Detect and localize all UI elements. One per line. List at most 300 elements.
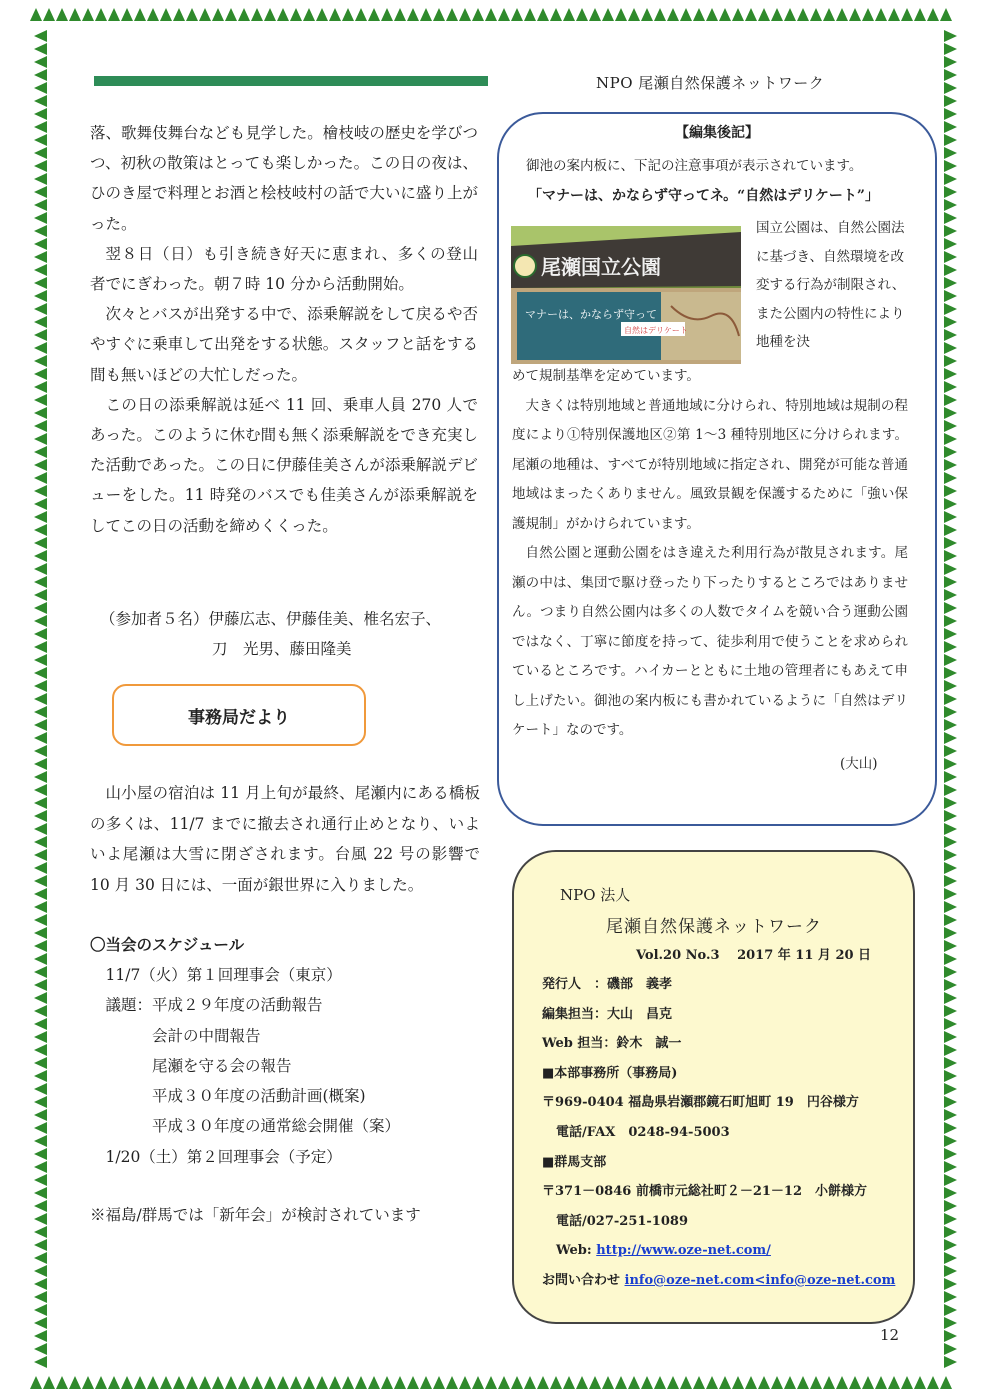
tree-icon xyxy=(944,420,957,432)
tree-icon xyxy=(34,459,47,471)
tree-icon xyxy=(810,1376,822,1389)
tree-icon xyxy=(34,771,47,783)
tree-icon xyxy=(34,615,47,627)
tree-icon xyxy=(944,1343,957,1355)
tree-icon xyxy=(944,992,957,1004)
tree-icon xyxy=(34,1031,47,1043)
tree-icon xyxy=(34,264,47,276)
info-gunma-phone: 電話/027-251-1089 xyxy=(556,1213,688,1229)
tree-icon xyxy=(944,537,957,549)
tree-icon xyxy=(944,498,957,510)
tree-icon xyxy=(34,238,47,250)
tree-icon xyxy=(34,1096,47,1108)
tree-icon xyxy=(944,160,957,172)
jimu-heading-box xyxy=(112,684,366,746)
tree-icon xyxy=(758,1376,770,1389)
schedule-item: 1/20（土）第２回理事会（予定） xyxy=(90,1147,342,1166)
tree-icon xyxy=(944,56,957,68)
tree-icon xyxy=(34,901,47,913)
tree-icon xyxy=(277,1376,289,1389)
tree-icon xyxy=(944,1304,957,1316)
tree-icon xyxy=(34,992,47,1004)
tree-icon xyxy=(34,849,47,861)
tree-icon xyxy=(34,966,47,978)
tree-icon xyxy=(108,1376,120,1389)
tree-icon xyxy=(524,8,536,21)
sign-tag-text: 自然はデリケート xyxy=(624,326,688,335)
tree-icon xyxy=(34,420,47,432)
tree-icon xyxy=(34,95,47,107)
tree-icon xyxy=(34,225,47,237)
tree-icon xyxy=(944,1135,957,1147)
tree-icon xyxy=(34,1018,47,1030)
tree-icon xyxy=(407,1376,419,1389)
tree-icon xyxy=(34,173,47,185)
info-hq-address: 〒969-0404 福島県岩瀬郡鏡石町旭町 19 円谷様方 xyxy=(542,1095,859,1111)
tree-icon xyxy=(34,446,47,458)
tree-icon xyxy=(173,1376,185,1389)
tree-icon xyxy=(34,485,47,497)
tree-icon xyxy=(34,1304,47,1316)
info-hq-title: ■本部事務所（事務局) xyxy=(542,1065,678,1081)
tree-icon xyxy=(944,1070,957,1082)
tree-icon xyxy=(498,8,510,21)
tree-icon xyxy=(944,875,957,887)
schedule-list xyxy=(90,960,490,1172)
tree-icon xyxy=(944,1057,957,1069)
header-green-bar xyxy=(94,76,488,86)
jimu-heading: 事務局だより xyxy=(188,707,290,728)
tree-icon xyxy=(342,1376,354,1389)
tree-icon xyxy=(654,8,666,21)
info-editor: 編集担当：大山 昌克 xyxy=(542,1006,673,1022)
tree-icon xyxy=(34,888,47,900)
tree-icon xyxy=(34,1265,47,1277)
tree-icon xyxy=(34,953,47,965)
tree-icon xyxy=(944,212,957,224)
tree-icon xyxy=(944,667,957,679)
tree-icon xyxy=(944,238,957,250)
tree-icon xyxy=(34,1161,47,1173)
tree-icon xyxy=(34,524,47,536)
tree-icon xyxy=(251,8,263,21)
tree-icon xyxy=(944,1213,957,1225)
tree-icon xyxy=(34,251,47,263)
tree-icon xyxy=(944,628,957,640)
tree-icon xyxy=(944,173,957,185)
tree-icon xyxy=(34,290,47,302)
tree-icon xyxy=(888,1376,900,1389)
tree-icon xyxy=(303,1376,315,1389)
tree-icon xyxy=(368,1376,380,1389)
tree-icon xyxy=(823,8,835,21)
tree-icon xyxy=(134,8,146,21)
tree-icon xyxy=(329,1376,341,1389)
tree-icon xyxy=(121,8,133,21)
tree-icon xyxy=(264,8,276,21)
tree-icon xyxy=(433,8,445,21)
tree-icon xyxy=(944,1317,957,1329)
tree-icon xyxy=(537,8,549,21)
tree-icon xyxy=(944,589,957,601)
tree-icon xyxy=(615,8,627,21)
tree-icon xyxy=(34,810,47,822)
tree-icon xyxy=(34,667,47,679)
tree-icon xyxy=(615,1376,627,1389)
tree-icon xyxy=(34,43,47,55)
tree-icon xyxy=(290,8,302,21)
tree-icon xyxy=(944,550,957,562)
tree-icon xyxy=(34,732,47,744)
tree-icon xyxy=(34,979,47,991)
tree-icon xyxy=(381,8,393,21)
tree-icon xyxy=(186,1376,198,1389)
editor-body xyxy=(512,362,908,746)
tree-icon xyxy=(944,1096,957,1108)
tree-icon xyxy=(944,1330,957,1342)
tree-icon xyxy=(34,1330,47,1342)
schedule-item: 議題：平成２９年度の活動報告 xyxy=(90,996,323,1015)
tree-icon xyxy=(944,771,957,783)
tree-icon xyxy=(69,1376,81,1389)
tree-icon xyxy=(160,1376,172,1389)
tree-icon xyxy=(43,1376,55,1389)
tree-icon xyxy=(944,1278,957,1290)
tree-icon xyxy=(34,576,47,588)
tree-icon xyxy=(944,251,957,263)
tree-icon xyxy=(34,719,47,731)
tree-icon xyxy=(34,342,47,354)
tree-icon xyxy=(34,589,47,601)
editor-paragraph: 大きくは特別地域と普通地域に分けられ、特別地域は規制の程度により①特別保護地区②第 1～3 種特別地区に分けられます。尾瀬の地種は、すべてが特別地域に指定され、開発が可能な普通地域はまったくありません。風致景観を保護するために「強い保護規制」がかけられています。 xyxy=(512,397,908,532)
tree-icon xyxy=(550,8,562,21)
tree-icon xyxy=(944,849,957,861)
jimu-paragraph-text: 山小屋の宿泊は 11 月上旬が最終、尾瀬内にある橋板の多くは、11/7 までに撤去され通行止めとなり、いよいよ尾瀬は大雪に閉ざされます。台風 22 号の影響で 10 月 30 日には、一面が銀世界に入りました。 xyxy=(90,784,480,894)
tree-icon xyxy=(316,1376,328,1389)
tree-icon xyxy=(927,1376,939,1389)
tree-icon xyxy=(944,511,957,523)
tree-icon xyxy=(69,8,81,21)
tree-icon xyxy=(472,8,484,21)
tree-icon xyxy=(944,1252,957,1264)
tree-icon xyxy=(944,95,957,107)
tree-icon xyxy=(944,342,957,354)
tree-icon xyxy=(944,407,957,419)
tree-icon xyxy=(944,979,957,991)
tree-icon xyxy=(290,1376,302,1389)
tree-icon xyxy=(34,836,47,848)
tree-icon xyxy=(641,1376,653,1389)
tree-icon xyxy=(944,901,957,913)
tree-icon xyxy=(212,8,224,21)
tree-icon xyxy=(944,654,957,666)
top-tree-border xyxy=(30,8,960,24)
jimu-paragraph xyxy=(90,778,480,900)
tree-icon xyxy=(944,563,957,575)
tree-icon xyxy=(34,940,47,952)
tree-icon xyxy=(944,264,957,276)
tree-icon xyxy=(944,862,957,874)
tree-icon xyxy=(225,1376,237,1389)
tree-icon xyxy=(944,1018,957,1030)
tree-icon xyxy=(944,719,957,731)
tree-icon xyxy=(368,8,380,21)
tree-icon xyxy=(944,108,957,120)
tree-icon xyxy=(34,1317,47,1329)
tree-icon xyxy=(420,8,432,21)
schedule-title: 〇当会のスケジュール xyxy=(90,935,245,954)
tree-icon xyxy=(34,199,47,211)
participants xyxy=(100,604,480,664)
tree-icon xyxy=(394,1376,406,1389)
tree-icon xyxy=(576,1376,588,1389)
tree-icon xyxy=(34,758,47,770)
tree-icon xyxy=(944,82,957,94)
tree-icon xyxy=(30,1376,42,1389)
tree-icon xyxy=(56,8,68,21)
tree-icon xyxy=(944,1265,957,1277)
tree-icon xyxy=(944,433,957,445)
tree-icon xyxy=(667,1376,679,1389)
tree-icon xyxy=(944,797,957,809)
info-publisher: 発行人 ：磯部 義孝 xyxy=(542,977,673,992)
tree-icon xyxy=(944,199,957,211)
tree-icon xyxy=(43,8,55,21)
tree-icon xyxy=(944,381,957,393)
tree-icon xyxy=(34,1252,47,1264)
tree-icon xyxy=(944,368,957,380)
tree-icon xyxy=(771,1376,783,1389)
tree-icon xyxy=(667,8,679,21)
tree-icon xyxy=(944,186,957,198)
tree-icon xyxy=(944,758,957,770)
tree-icon xyxy=(34,797,47,809)
tree-icon xyxy=(34,355,47,367)
tree-icon xyxy=(34,407,47,419)
tree-icon xyxy=(944,1148,957,1160)
schedule-item: 平成３０年度の通常総会開催（案） xyxy=(90,1117,401,1136)
tree-icon xyxy=(459,8,471,21)
info-hq-phone: 電話/FAX 0248-94-5003 xyxy=(556,1124,730,1140)
tree-icon xyxy=(589,8,601,21)
page-number: 12 xyxy=(880,1326,900,1344)
tree-icon xyxy=(944,1109,957,1121)
participants-line: （参加者５名）伊藤広志、伊藤佳美、椎名宏子、 xyxy=(100,610,442,628)
tree-icon xyxy=(303,8,315,21)
tree-icon xyxy=(34,147,47,159)
tree-icon xyxy=(944,459,957,471)
schedule-item: 平成３０年度の活動計画(概案) xyxy=(90,1087,366,1106)
tree-icon xyxy=(944,927,957,939)
schedule-item: 11/7（火）第１回理事会（東京） xyxy=(90,966,342,984)
tree-icon xyxy=(944,290,957,302)
tree-icon xyxy=(944,732,957,744)
contact-email-link[interactable]: info@oze-net.com<info@oze-net.com xyxy=(624,1272,896,1288)
tree-icon xyxy=(34,433,47,445)
tree-icon xyxy=(34,160,47,172)
tree-icon xyxy=(944,914,957,926)
tree-icon xyxy=(944,680,957,692)
tree-icon xyxy=(944,1122,957,1134)
tree-icon xyxy=(875,8,887,21)
tree-icon xyxy=(576,8,588,21)
tree-icon xyxy=(628,1376,640,1389)
tree-icon xyxy=(34,316,47,328)
tree-icon xyxy=(914,8,926,21)
tree-icon xyxy=(862,8,874,21)
tree-icon xyxy=(108,8,120,21)
tree-icon xyxy=(944,1200,957,1212)
website-link[interactable]: http://www.oze-net.com/ xyxy=(596,1243,771,1259)
tree-icon xyxy=(944,810,957,822)
tree-icon xyxy=(944,836,957,848)
tree-icon xyxy=(34,69,47,81)
tree-icon xyxy=(381,1376,393,1389)
tree-icon xyxy=(459,1376,471,1389)
tree-icon xyxy=(940,1376,952,1389)
editor-lead: 御池の案内板に、下記の注意事項が表示されています。 xyxy=(526,158,863,174)
tree-icon xyxy=(944,615,957,627)
tree-icon xyxy=(34,329,47,341)
tree-icon xyxy=(34,654,47,666)
tree-icon xyxy=(823,1376,835,1389)
info-web-line xyxy=(542,1236,902,1266)
tree-icon xyxy=(34,1187,47,1199)
tree-icon xyxy=(944,784,957,796)
tree-icon xyxy=(34,1239,47,1251)
tree-icon xyxy=(34,537,47,549)
signboard-photo xyxy=(511,226,741,364)
participants-line: 刀 光男、藤田隆美 xyxy=(212,640,352,658)
tree-icon xyxy=(944,1161,957,1173)
tree-icon xyxy=(34,186,47,198)
article-paragraph: 落、歌舞伎舞台なども見学した。檜枝岐の歴史を学びつつ、初秋の散策はとっても楽しかった。この日の夜は、ひのき屋で料理とお酒と桧枝岐村の話で大いに盛り上がった。 xyxy=(90,124,478,233)
tree-icon xyxy=(944,394,957,406)
article-paragraph: 翌８日（日）も引き続き好天に恵まれ、多くの登山者でにぎわった。朝７時 10 分から活動開始。 xyxy=(90,244,478,294)
tree-icon xyxy=(745,1376,757,1389)
tree-icon xyxy=(34,1122,47,1134)
tree-icon xyxy=(771,8,783,21)
tree-icon xyxy=(511,8,523,21)
tree-icon xyxy=(34,1226,47,1238)
tree-icon xyxy=(563,8,575,21)
tree-icon xyxy=(944,446,957,458)
tree-icon xyxy=(732,1376,744,1389)
tree-icon xyxy=(836,8,848,21)
tree-icon xyxy=(34,30,47,42)
tree-icon xyxy=(944,1239,957,1251)
tree-icon xyxy=(225,8,237,21)
tree-icon xyxy=(944,1291,957,1303)
tree-icon xyxy=(34,1135,47,1147)
article-paragraph: この日の添乗解説は延べ 11 回、乗車人員 270 人であった。このように休む間も無く添乗解説をでき充実した活動であった。この日に伊藤佳美さんが添乗解説デビューをした。11 時発のバスでも佳美さんが添乗解説をしてこの日の活動を締めくくった。 xyxy=(90,395,478,535)
tree-icon xyxy=(901,8,913,21)
tree-icon xyxy=(944,1005,957,1017)
left-tree-border xyxy=(34,30,50,1375)
tree-icon xyxy=(875,1376,887,1389)
tree-icon xyxy=(944,706,957,718)
tree-icon xyxy=(433,1376,445,1389)
tree-icon xyxy=(34,1343,47,1355)
info-contact-line xyxy=(542,1266,902,1296)
tree-icon xyxy=(34,823,47,835)
tree-icon xyxy=(944,745,957,757)
tree-icon xyxy=(277,8,289,21)
tree-icon xyxy=(706,8,718,21)
tree-icon xyxy=(944,30,957,42)
sign-title-text: 尾瀬国立公園 xyxy=(541,255,661,279)
info-gunma-title: ■群馬支部 xyxy=(542,1154,607,1170)
tree-icon xyxy=(82,8,94,21)
tree-icon xyxy=(34,394,47,406)
tree-icon xyxy=(628,8,640,21)
info-web-manager: Web 担当：鈴木 誠一 xyxy=(542,1036,682,1052)
tree-icon xyxy=(944,524,957,536)
tree-icon xyxy=(30,8,42,21)
tree-icon xyxy=(238,1376,250,1389)
tree-icon xyxy=(34,511,47,523)
tree-icon xyxy=(34,875,47,887)
tree-icon xyxy=(95,8,107,21)
tree-icon xyxy=(944,1083,957,1095)
tree-icon xyxy=(34,927,47,939)
tree-icon xyxy=(34,1148,47,1160)
tree-icon xyxy=(927,8,939,21)
tree-icon xyxy=(810,8,822,21)
tree-icon xyxy=(34,628,47,640)
tree-icon xyxy=(446,8,458,21)
left-article xyxy=(90,118,478,541)
tree-icon xyxy=(34,121,47,133)
tree-icon xyxy=(34,472,47,484)
tree-icon xyxy=(836,1376,848,1389)
tree-icon xyxy=(888,8,900,21)
tree-icon xyxy=(34,680,47,692)
tree-icon xyxy=(485,1376,497,1389)
tree-icon xyxy=(944,823,957,835)
info-web-label: Web: xyxy=(556,1243,597,1259)
tree-icon xyxy=(797,1376,809,1389)
tree-icon xyxy=(160,8,172,21)
tree-icon xyxy=(944,43,957,55)
tree-icon xyxy=(719,8,731,21)
info-org-name: 尾瀬自然保護ネットワーク xyxy=(606,917,822,937)
editor-quote: 「マナーは、かならず守ってネ。“自然はデリケート”」 xyxy=(528,188,879,204)
tree-icon xyxy=(901,1376,913,1389)
tree-icon xyxy=(944,147,957,159)
tree-icon xyxy=(34,1057,47,1069)
tree-icon xyxy=(34,1083,47,1095)
right-tree-border xyxy=(944,30,960,1375)
tree-icon xyxy=(34,745,47,757)
tree-icon xyxy=(251,1376,263,1389)
tree-icon xyxy=(147,8,159,21)
tree-icon xyxy=(550,1376,562,1389)
tree-icon xyxy=(693,8,705,21)
tree-icon xyxy=(784,8,796,21)
info-contact-label: お問い合わせ xyxy=(542,1272,625,1288)
tree-icon xyxy=(34,641,47,653)
tree-icon xyxy=(34,550,47,562)
tree-icon xyxy=(914,1376,926,1389)
tree-icon xyxy=(34,914,47,926)
tree-icon xyxy=(34,1291,47,1303)
tree-icon xyxy=(944,1031,957,1043)
tree-icon xyxy=(693,1376,705,1389)
tree-icon xyxy=(944,1187,957,1199)
tree-icon xyxy=(82,1376,94,1389)
tree-icon xyxy=(34,368,47,380)
